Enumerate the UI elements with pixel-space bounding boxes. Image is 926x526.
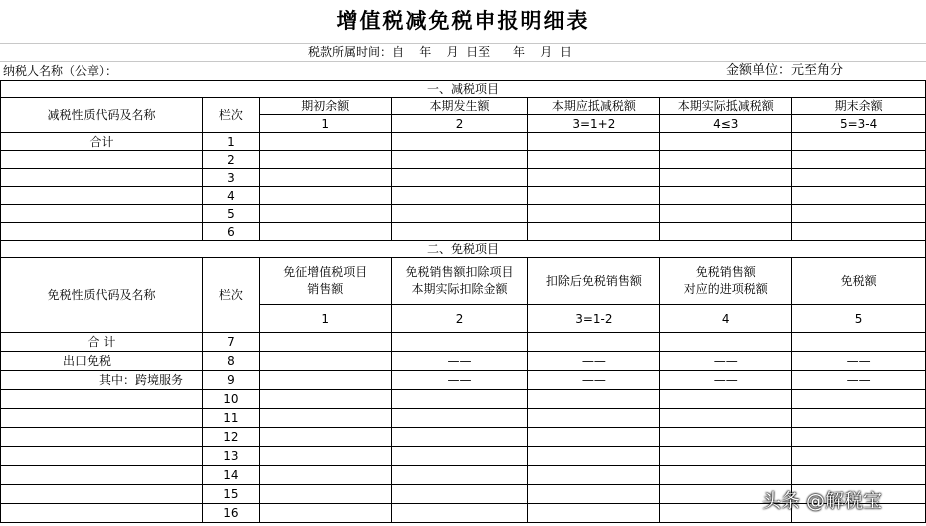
amount-unit-label: 金额单位：元至角分 bbox=[726, 63, 844, 78]
reduction-amount-cell[interactable] bbox=[792, 151, 926, 169]
exemption-amount-cell[interactable] bbox=[792, 466, 926, 485]
exemption-row-name: 出口免税 bbox=[1, 352, 203, 371]
reduction-amount-cell[interactable] bbox=[660, 133, 792, 151]
exemption-dash-cell: —— bbox=[391, 371, 528, 390]
exemption-amount-cell[interactable] bbox=[660, 447, 792, 466]
exemption-dash-cell: —— bbox=[660, 352, 792, 371]
reduction-column-header: 本期实际抵减税额 bbox=[660, 98, 792, 115]
reduction-amount-cell[interactable] bbox=[528, 151, 660, 169]
exemption-amount-cell[interactable] bbox=[660, 466, 792, 485]
reduction-column-number: 4≤3 bbox=[660, 115, 792, 133]
exemption-row-line: 11 bbox=[202, 409, 259, 428]
exemption-amount-cell[interactable] bbox=[391, 485, 528, 504]
tax-period-line: 税款所属时间：自 年 月 日至 年 月 日 bbox=[308, 45, 572, 59]
exemption-amount-cell[interactable] bbox=[660, 333, 792, 352]
reduction-amount-cell[interactable] bbox=[391, 169, 528, 187]
reduction-amount-cell[interactable] bbox=[391, 133, 528, 151]
exemption-amount-cell[interactable] bbox=[792, 428, 926, 447]
exemption-amount-cell[interactable] bbox=[259, 504, 391, 523]
exemption-amount-cell[interactable] bbox=[259, 447, 391, 466]
exemption-amount-cell[interactable] bbox=[528, 428, 660, 447]
exemption-dash-cell: —— bbox=[391, 352, 528, 371]
reduction-amount-cell[interactable] bbox=[792, 205, 926, 223]
reduction-amount-cell[interactable] bbox=[792, 187, 926, 205]
reduction-column-number: 1 bbox=[259, 115, 391, 133]
reduction-column-number: 2 bbox=[391, 115, 528, 133]
reduction-amount-cell[interactable] bbox=[391, 223, 528, 241]
exemption-row-name: 其中：跨境服务 bbox=[1, 371, 203, 390]
exemption-row-line: 8 bbox=[202, 352, 259, 371]
reduction-amount-cell[interactable] bbox=[528, 223, 660, 241]
exemption-amount-cell[interactable] bbox=[792, 409, 926, 428]
exemption-amount-cell[interactable] bbox=[391, 447, 528, 466]
reduction-amount-cell[interactable] bbox=[391, 187, 528, 205]
exemption-amount-cell[interactable] bbox=[528, 447, 660, 466]
exemption-column-number: 5 bbox=[792, 305, 926, 333]
reduction-column-number: 3=1+2 bbox=[528, 115, 660, 133]
declaration-table bbox=[0, 80, 926, 523]
reduction-row-line: 6 bbox=[202, 223, 259, 241]
exemption-amount-cell[interactable] bbox=[259, 352, 391, 371]
reduction-row-line: 5 bbox=[202, 205, 259, 223]
reduction-amount-cell[interactable] bbox=[259, 151, 391, 169]
exemption-row-line: 12 bbox=[202, 428, 259, 447]
exemption-amount-cell[interactable] bbox=[528, 466, 660, 485]
exemption-amount-cell[interactable] bbox=[391, 333, 528, 352]
exemption-amount-cell[interactable] bbox=[259, 485, 391, 504]
reduction-amount-cell[interactable] bbox=[259, 223, 391, 241]
exemption-amount-cell[interactable] bbox=[528, 333, 660, 352]
exemption-row-line: 10 bbox=[202, 390, 259, 409]
reduction-amount-cell[interactable] bbox=[391, 151, 528, 169]
exemption-row-line: 7 bbox=[202, 333, 259, 352]
exemption-amount-cell[interactable] bbox=[259, 409, 391, 428]
reduction-amount-cell[interactable] bbox=[259, 187, 391, 205]
exemption-row-name bbox=[1, 409, 203, 428]
reduction-amount-cell[interactable] bbox=[391, 205, 528, 223]
exemption-amount-cell[interactable] bbox=[259, 466, 391, 485]
exemption-dash-cell: —— bbox=[660, 371, 792, 390]
reduction-amount-cell[interactable] bbox=[528, 205, 660, 223]
reduction-column-header: 本期应抵减税额 bbox=[528, 98, 660, 115]
exemption-row-name bbox=[1, 428, 203, 447]
exemption-amount-cell[interactable] bbox=[528, 485, 660, 504]
reduction-row-name bbox=[1, 223, 203, 241]
exemption-column-header: 扣除后免税销售额 bbox=[528, 258, 660, 305]
exemption-amount-cell[interactable] bbox=[391, 428, 528, 447]
reduction-row-line: 3 bbox=[202, 169, 259, 187]
exemption-column-number: 1 bbox=[259, 305, 391, 333]
exemption-row-line: 16 bbox=[202, 504, 259, 523]
reduction-amount-cell[interactable] bbox=[259, 169, 391, 187]
exemption-column-number: 4 bbox=[660, 305, 792, 333]
exemption-row-line: 9 bbox=[202, 371, 259, 390]
reduction-row-line: 2 bbox=[202, 151, 259, 169]
exemption-amount-cell[interactable] bbox=[391, 466, 528, 485]
reduction-amount-cell[interactable] bbox=[660, 187, 792, 205]
exemption-amount-cell[interactable] bbox=[259, 390, 391, 409]
exemption-dash-cell: —— bbox=[528, 371, 660, 390]
reduction-row-line: 4 bbox=[202, 187, 259, 205]
exemption-column-number: 2 bbox=[391, 305, 528, 333]
exemption-dash-cell: —— bbox=[792, 352, 926, 371]
exemption-row-line: 14 bbox=[202, 466, 259, 485]
exemption-amount-cell[interactable] bbox=[259, 371, 391, 390]
exemption-amount-cell[interactable] bbox=[528, 409, 660, 428]
exemption-amount-cell[interactable] bbox=[660, 428, 792, 447]
reduction-amount-cell[interactable] bbox=[528, 169, 660, 187]
reduction-amount-cell[interactable] bbox=[660, 169, 792, 187]
reduction-amount-cell[interactable] bbox=[259, 205, 391, 223]
reduction-row-line: 1 bbox=[202, 133, 259, 151]
reduction-column-number: 5=3-4 bbox=[792, 115, 926, 133]
reduction-column-header: 本期发生额 bbox=[391, 98, 528, 115]
exemption-amount-cell[interactable] bbox=[391, 390, 528, 409]
watermark: 头条 @解税宝 bbox=[762, 490, 883, 512]
exemption-amount-cell[interactable] bbox=[660, 409, 792, 428]
exemption-amount-cell[interactable] bbox=[792, 333, 926, 352]
exemption-amount-cell[interactable] bbox=[259, 428, 391, 447]
exemption-column-header: 免税额 bbox=[792, 258, 926, 305]
reduction-row-name bbox=[1, 169, 203, 187]
reduction-line-header: 栏次 bbox=[202, 98, 259, 133]
exemption-dash-cell: —— bbox=[528, 352, 660, 371]
reduction-section-title: 一、减税项目 bbox=[1, 81, 926, 98]
exemption-column-number: 3=1-2 bbox=[528, 305, 660, 333]
exemption-amount-cell[interactable] bbox=[792, 447, 926, 466]
exemption-amount-cell[interactable] bbox=[792, 390, 926, 409]
exemption-row-line: 13 bbox=[202, 447, 259, 466]
reduction-row-name: 合计 bbox=[1, 133, 203, 151]
exemption-row-name bbox=[1, 466, 203, 485]
exemption-amount-cell[interactable] bbox=[660, 390, 792, 409]
exemption-amount-cell[interactable] bbox=[259, 333, 391, 352]
exemption-column-header: 免税销售额扣除项目 本期实际扣除金额 bbox=[391, 258, 528, 305]
exemption-row-name: 合 计 bbox=[1, 333, 203, 352]
exemption-column-header: 免征增值税项目 销售额 bbox=[259, 258, 391, 305]
exemption-amount-cell[interactable] bbox=[528, 504, 660, 523]
exemption-row-line: 15 bbox=[202, 485, 259, 504]
reduction-amount-cell[interactable] bbox=[792, 133, 926, 151]
exemption-name-header: 免税性质代码及名称 bbox=[1, 258, 203, 333]
exemption-row-name bbox=[1, 447, 203, 466]
exemption-line-header: 栏次 bbox=[202, 258, 259, 333]
reduction-amount-cell[interactable] bbox=[660, 151, 792, 169]
exemption-amount-cell[interactable] bbox=[391, 409, 528, 428]
reduction-amount-cell[interactable] bbox=[660, 205, 792, 223]
exemption-column-header: 免税销售额 对应的进项税额 bbox=[660, 258, 792, 305]
taxpayer-name-label: 纳税人名称（公章）： bbox=[3, 64, 118, 78]
reduction-row-name bbox=[1, 151, 203, 169]
exemption-row-name bbox=[1, 485, 203, 504]
exemption-amount-cell[interactable] bbox=[391, 504, 528, 523]
exemption-dash-cell: —— bbox=[792, 371, 926, 390]
exemption-amount-cell[interactable] bbox=[528, 390, 660, 409]
reduction-amount-cell[interactable] bbox=[259, 133, 391, 151]
reduction-name-header: 减税性质代码及名称 bbox=[1, 98, 203, 133]
reduction-column-header: 期初余额 bbox=[259, 98, 391, 115]
reduction-amount-cell[interactable] bbox=[792, 223, 926, 241]
reduction-amount-cell[interactable] bbox=[528, 133, 660, 151]
reduction-row-name bbox=[1, 205, 203, 223]
reduction-column-header: 期末余额 bbox=[792, 98, 926, 115]
reduction-amount-cell[interactable] bbox=[528, 187, 660, 205]
exemption-section-title: 二、免税项目 bbox=[1, 241, 926, 258]
reduction-amount-cell[interactable] bbox=[660, 223, 792, 241]
reduction-amount-cell[interactable] bbox=[792, 169, 926, 187]
form-title: 增值税减免税申报明细表 bbox=[336, 8, 590, 33]
exemption-row-name bbox=[1, 504, 203, 523]
reduction-row-name bbox=[1, 187, 203, 205]
exemption-row-name bbox=[1, 390, 203, 409]
